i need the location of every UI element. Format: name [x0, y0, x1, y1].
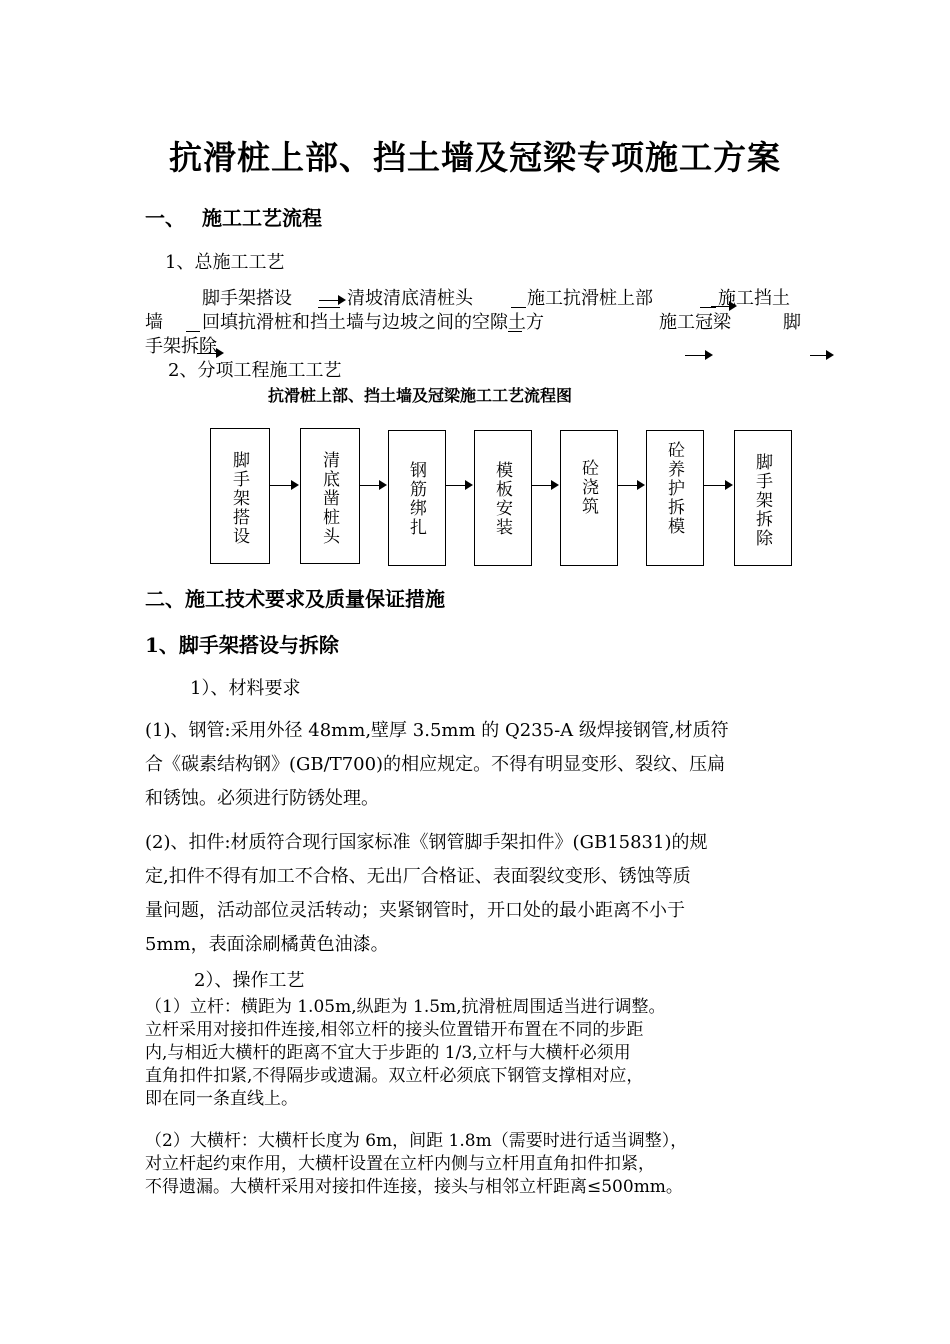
flowchart-box-3 — [388, 430, 446, 566]
flowchart-step-label: 清底凿桩头 — [319, 451, 339, 546]
section1-sub1: 1、总施工工艺 — [165, 252, 285, 273]
flow-step-text: 施工冠梁 — [659, 312, 731, 333]
arrow-icon — [338, 295, 346, 305]
flowchart-caption: 抗滑桩上部、挡土墙及冠梁施工工艺流程图 — [268, 386, 573, 405]
flowchart-box-1 — [210, 428, 270, 564]
flow-step-text: 施工抗滑桩上部 — [527, 288, 653, 309]
paragraph-line: 即在同一条直线上。 — [145, 1089, 298, 1109]
flowchart-step-label: 脚手架拆除 — [752, 453, 772, 548]
arrow-icon — [637, 480, 645, 490]
flowchart-box-2 — [300, 428, 360, 564]
flowchart-step-label: 脚手架搭设 — [229, 451, 249, 546]
arrow-icon — [685, 355, 707, 356]
section1-heading-number: 一、 — [145, 206, 185, 230]
arrow-icon — [705, 350, 713, 360]
flow-step-text: 墙 — [145, 312, 163, 333]
arrow-icon — [465, 480, 473, 490]
flowchart-step-label: 砼养护拆模 — [664, 441, 684, 536]
paragraph-line: (2)、扣件:材质符合现行国家标准《钢管脚手架扣件》(GB15831)的规 — [145, 832, 708, 853]
section2-item1: 1）、材料要求 — [190, 678, 301, 699]
paragraph-line: 内,与相近大横杆的距离不宜大于步距的 1/3,立杆与大横杆必须用 — [145, 1043, 631, 1063]
arrow-icon — [711, 306, 731, 307]
flowchart-box-7 — [734, 430, 792, 566]
paragraph-line: 不得遗漏。大横杆采用对接扣件连接，接头与相邻立杆距离≤500mm。 — [145, 1177, 683, 1197]
flow-step-text: 清坡清底清桩头 — [347, 288, 473, 309]
arrow-icon — [446, 485, 466, 486]
section1-heading: 施工工艺流程 — [202, 206, 322, 230]
arrow-icon — [270, 485, 292, 486]
flow-underline — [508, 331, 522, 332]
flowchart-step-label: 模板安装 — [492, 461, 512, 537]
flowchart-box-6 — [646, 430, 704, 566]
paragraph-line: 5mm，表面涂刷橘黄色油漆。 — [145, 934, 389, 955]
paragraph-line: 定,扣件不得有加工不合格、无出厂合格证、表面裂纹变形、锈蚀等质 — [145, 866, 691, 887]
flow-step-text: 回填抗滑桩和挡土墙与边坡之间的空隙土方 — [202, 312, 544, 333]
section2-sub1: 1、脚手架搭设与拆除 — [145, 633, 339, 657]
paragraph-line: （1）立杆：横距为 1.05m,纵距为 1.5m,抗滑桩周围适当进行调整。 — [145, 997, 666, 1017]
section2-item2: 2）、操作工艺 — [194, 970, 305, 991]
flowchart-step-label: 砼浇筑 — [578, 459, 598, 516]
paragraph-line: 和锈蚀。必须进行防锈处理。 — [145, 788, 379, 809]
flowchart-box-5 — [560, 430, 618, 566]
arrow-icon — [618, 485, 638, 486]
paragraph-line: 量问题，活动部位灵活转动；夹紧钢管时，开口处的最小距离不小于 — [145, 900, 685, 921]
arrow-icon — [291, 480, 299, 490]
arrow-icon — [704, 485, 726, 486]
paragraph-line: （2）大横杆：大横杆长度为 6m，间距 1.8m（需要时进行适当调整）， — [145, 1131, 688, 1151]
section1-sub2: 2、分项工程施工工艺 — [168, 360, 342, 381]
flow-step-text: 施工挡土 — [718, 288, 790, 309]
arrow-icon — [379, 480, 387, 490]
paragraph-line: 直角扣件扣紧,不得隔步或遗漏。双立杆必须底下钢管支撑相对应， — [145, 1066, 644, 1086]
arrow-icon — [319, 300, 340, 301]
flow-step-text: 脚手架搭设 — [202, 288, 292, 309]
paragraph-line: 对立杆起约束作用，大横杆设置在立杆内侧与立杆用直角扣件扣紧， — [145, 1154, 655, 1174]
section2-heading: 二、施工技术要求及质量保证措施 — [145, 587, 445, 611]
arrow-icon — [725, 480, 733, 490]
flowchart-step-label: 钢筋绑扎 — [406, 461, 426, 537]
arrow-icon — [360, 485, 380, 486]
document-title: 抗滑桩上部、挡土墙及冠梁专项施工方案 — [169, 138, 781, 177]
arrow-icon — [826, 350, 834, 360]
flow-step-text: 脚 — [783, 312, 801, 333]
paragraph-line: (1)、钢管:采用外径 48mm,壁厚 3.5mm 的 Q235-A 级焊接钢管,材质符 — [145, 720, 729, 741]
arrow-icon — [551, 480, 559, 490]
flowchart-box-4 — [474, 430, 532, 566]
arrow-icon — [532, 485, 552, 486]
flow-step-text: 手架拆除 — [145, 336, 217, 357]
paragraph-line: 立杆采用对接扣件连接,相邻立杆的接头位置错开布置在不同的步距 — [145, 1020, 644, 1040]
paragraph-line: 合《碳素结构钢》(GB/T700)的相应规定。不得有明显变形、裂纹、压扁 — [145, 754, 726, 775]
